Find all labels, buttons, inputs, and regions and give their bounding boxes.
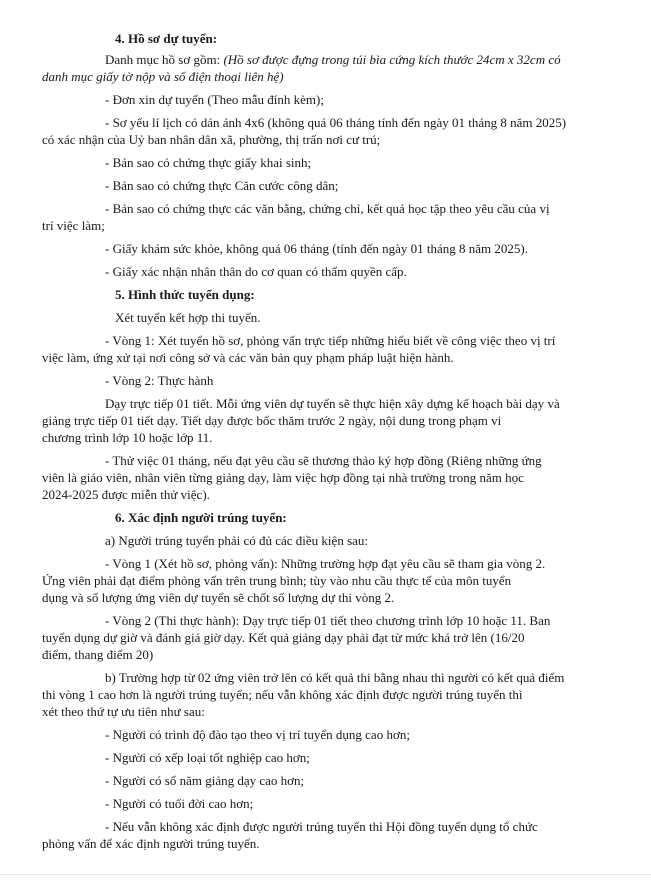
list-item [105, 263, 601, 280]
paragraph-line: - Người có tuổi đời cao hơn; [105, 796, 254, 811]
paragraph-line: - Thử việc 01 tháng, nếu đạt yêu cầu sẽ thương thảo ký hợp đồng (Riêng những ứng [105, 453, 542, 468]
list-item [42, 452, 601, 503]
list-item [105, 795, 601, 812]
paragraph-line: - Giấy xác nhận nhân thân do cơ quan có thẩm quyền cấp. [105, 264, 407, 279]
list-item [105, 91, 601, 108]
list-item [42, 612, 601, 663]
intro-italic-cont: danh mục giấy tờ nộp và số điện thoại liên hệ) [42, 69, 284, 84]
list-item [105, 240, 601, 257]
list-item [42, 555, 601, 606]
section-heading-4: 4. Hồ sơ dự tuyển: [115, 31, 218, 46]
page-bottom-divider [0, 874, 651, 875]
section-heading-6: 6. Xác định người trúng tuyển: [115, 510, 287, 525]
list-item [105, 177, 601, 194]
paragraph [42, 51, 601, 85]
paragraph [42, 395, 601, 446]
section-heading-5: 5. Hình thức tuyển dụng: [115, 287, 255, 302]
paragraph-line [42, 68, 601, 85]
paragraph-line [42, 51, 601, 68]
list-item [42, 818, 601, 852]
paragraph-line: viên là giáo viên, nhân viên từng giảng dạy, làm việc hợp đồng tại nhà trường trong năm học [42, 470, 524, 485]
paragraph-line: - Nếu vẫn không xác định được người trúng tuyển thì Hội đồng tuyển dụng tổ chức [105, 819, 538, 834]
paragraph-line: - Giấy khám sức khỏe, không quá 06 tháng (tính đến ngày 01 tháng 8 năm 2025). [105, 241, 528, 256]
paragraph-line: Xét tuyển kết hợp thi tuyển. [115, 310, 261, 325]
list-item [105, 372, 601, 389]
paragraph-line: phỏng vấn để xác định người trúng tuyển. [42, 836, 260, 851]
paragraph-line: xét theo thứ tự ưu tiên như sau: [42, 704, 205, 719]
paragraph-line: có xác nhận của Uỷ ban nhân dân xã, phường, thị trấn nơi cư trú; [42, 132, 381, 147]
paragraph-line: giảng trực tiếp 01 tiết dạy. Tiết dạy được bốc thăm trước 2 ngày, nội dung trong phạm vi [42, 413, 502, 428]
paragraph-line: - Sơ yếu lí lịch có dán ảnh 4x6 (không quá 06 tháng tính đến ngày 01 tháng 8 năm 2025) [105, 115, 567, 130]
paragraph [115, 309, 601, 326]
paragraph-line: Ứng viên phải đạt điểm phỏng vấn trên trung bình; tùy vào nhu cầu thực tế của môn tuyển [42, 573, 512, 588]
paragraph-line: - Vòng 1: Xét tuyển hồ sơ, phỏng vấn trực tiếp những hiểu biết về công việc theo vị trí [105, 333, 556, 348]
list-item [105, 749, 601, 766]
paragraph-line: - Vòng 1 (Xét hồ sơ, phỏng vấn): Những trường hợp đạt yêu cầu sẽ tham gia vòng 2. [105, 556, 546, 571]
paragraph [105, 532, 601, 549]
intro-italic: (Hồ sơ được đựng trong túi bìa cứng kích thước 24cm x 32cm có [223, 52, 561, 67]
paragraph [42, 669, 601, 720]
paragraph-line: - Vòng 2: Thực hành [105, 373, 214, 388]
paragraph-line: việc làm, ứng xử tại nơi công sở và các văn bản quy phạm pháp luật hiện hành. [42, 350, 454, 365]
paragraph-line: b) Trường hợp từ 02 ứng viên trở lên có kết quả thi bằng nhau thì người có kết quả điểm [105, 670, 565, 685]
paragraph-line: - Vòng 2 (Thi thực hành): Dạy trực tiếp 01 tiết theo chương trình lớp 10 hoặc 11. Ban [105, 613, 551, 628]
paragraph-line: chương trình lớp 10 hoặc lớp 11. [42, 430, 213, 445]
paragraph-line: - Bản sao có chứng thực Căn cước công dân; [105, 178, 339, 193]
paragraph-line: thi vòng 1 cao hơn là người trúng tuyển; nếu vẫn không xác định được người trúng tuyển thì [42, 687, 523, 702]
paragraph-line: Dạy trực tiếp 01 tiết. Mỗi ứng viên dự tuyển sẽ thực hiện xây dựng kế hoạch bài dạy và [105, 396, 560, 411]
paragraph-line: - Đơn xin dự tuyển (Theo mẫu đính kèm); [105, 92, 324, 107]
list-item [42, 332, 601, 366]
paragraph-line: trí việc làm; [42, 218, 105, 233]
list-item [105, 154, 601, 171]
paragraph-line: - Bản sao có chứng thực các văn bằng, chứng chỉ, kết quả học tập theo yêu cầu của vị [105, 201, 550, 216]
paragraph-line: tuyển dụng dự giờ và đánh giá giờ dạy. Kết quả giảng dạy phải đạt từ mức khá trở lên (16/20 [42, 630, 525, 645]
list-item [42, 200, 601, 234]
list-item [42, 114, 601, 148]
paragraph-line: - Bản sao có chứng thực giấy khai sinh; [105, 155, 312, 170]
paragraph-line: điểm, thang điểm 20) [42, 647, 154, 662]
paragraph-line: 2024-2025 được miễn thử việc). [42, 487, 210, 502]
list-item [105, 772, 601, 789]
paragraph-line: - Người có xếp loại tốt nghiệp cao hơn; [105, 750, 310, 765]
intro-label: Danh mục hồ sơ gồm: [105, 52, 224, 67]
list-item [105, 726, 601, 743]
paragraph-line: dụng và số lượng ứng viên dự tuyển sẽ chốt số lượng dự thi vòng 2. [42, 590, 395, 605]
paragraph-line: - Người có trình độ đào tạo theo vị trí tuyển dụng cao hơn; [105, 727, 410, 742]
paragraph-line: - Người có số năm giảng dạy cao hơn; [105, 773, 305, 788]
paragraph-line: a) Người trúng tuyển phải có đủ các điều kiện sau: [105, 533, 369, 548]
